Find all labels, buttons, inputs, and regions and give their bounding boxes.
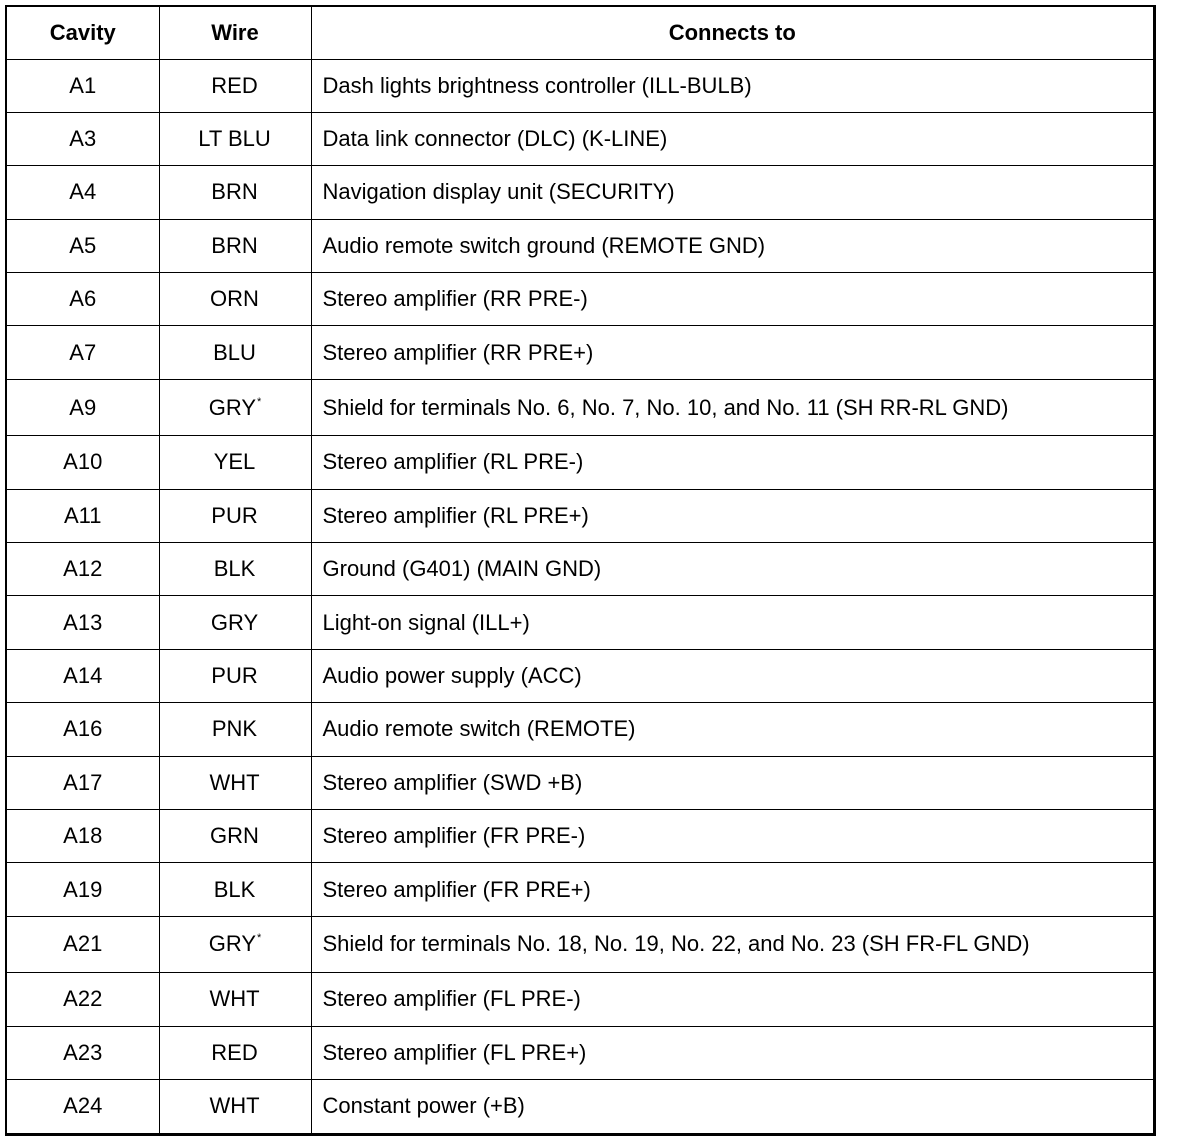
header-connects-to: Connects to (311, 7, 1153, 59)
table-row (7, 973, 1153, 1026)
wire-color: RED (211, 1039, 258, 1065)
connects-to-cell: Stereo amplifier (FL PRE+) (311, 1026, 1153, 1079)
table-row (7, 489, 1153, 542)
wire-cell (159, 1079, 311, 1133)
table-row (7, 916, 1153, 972)
table-row (7, 703, 1153, 756)
cavity-cell: A6 (7, 273, 159, 326)
table-row (7, 1026, 1153, 1079)
cavity-cell: A7 (7, 326, 159, 379)
wire-color: ORN (210, 286, 259, 312)
connects-to-cell: Stereo amplifier (FL PRE-) (311, 973, 1153, 1026)
header-cavity: Cavity (7, 7, 159, 59)
header-wire: Wire (159, 7, 311, 59)
table-row (7, 273, 1153, 326)
wire-cell (159, 543, 311, 596)
wire-color: BRN (211, 179, 258, 205)
connector-pinout-table-frame (5, 5, 1156, 1136)
table-row (7, 326, 1153, 379)
table-row (7, 59, 1153, 112)
wire-cell (159, 219, 311, 272)
table-row (7, 112, 1153, 165)
cavity-cell: A23 (7, 1026, 159, 1079)
table-row (7, 649, 1153, 702)
wire-cell (159, 112, 311, 165)
connects-to-cell: Constant power (+B) (311, 1079, 1153, 1133)
wire-color: PUR (211, 663, 258, 688)
connector-pinout-table (7, 7, 1153, 1133)
connects-to-cell: Audio remote switch (REMOTE) (311, 703, 1153, 756)
wire-color: PNK (211, 716, 258, 742)
wire-cell (159, 1026, 311, 1079)
wire-color: WHT (209, 986, 260, 1012)
wire-color: PUR (211, 502, 258, 528)
table-row (7, 543, 1153, 596)
cavity-cell: A1 (7, 59, 159, 112)
connects-to-cell: Shield for terminals No. 6, No. 7, No. 10, and No. 11 (SH RR-RL GND) (311, 379, 1153, 435)
table-row (7, 1079, 1153, 1133)
table-row (7, 809, 1153, 862)
connects-to-cell: Ground (G401) (MAIN GND) (311, 543, 1153, 596)
cavity-cell: A4 (7, 166, 159, 219)
connects-to-cell: Stereo amplifier (FR PRE+) (311, 863, 1153, 916)
cavity-cell: A3 (7, 112, 159, 165)
cavity-cell: A13 (7, 596, 159, 649)
cavity-cell: A12 (7, 543, 159, 596)
table-row (7, 596, 1153, 649)
cavity-cell: A5 (7, 219, 159, 272)
wire-cell (159, 863, 311, 916)
connects-to-cell: Stereo amplifier (RR PRE+) (311, 326, 1153, 379)
wire-color: RED (211, 72, 258, 98)
wire-color: GRY (210, 609, 259, 635)
wire-cell (159, 59, 311, 112)
cavity-cell: A24 (7, 1079, 159, 1133)
connects-to-cell: Data link connector (DLC) (K-LINE) (311, 112, 1153, 165)
connects-to-cell: Audio remote switch ground (REMOTE GND) (311, 219, 1153, 272)
wire-color: GRY (208, 394, 256, 420)
table-body (7, 59, 1153, 1133)
footnote-mark: * (257, 932, 262, 945)
wire-color: GRY (208, 931, 256, 957)
wire-cell (159, 756, 311, 809)
wire-cell (159, 973, 311, 1026)
wire-cell (159, 809, 311, 862)
wire-color: BLK (213, 876, 256, 902)
connects-to-cell: Stereo amplifier (RL PRE+) (311, 489, 1153, 542)
connects-to-cell: Shield for terminals No. 18, No. 19, No. 22, and No. 23 (SH FR-FL GND) (311, 916, 1153, 972)
wire-cell (159, 326, 311, 379)
wire-cell (159, 596, 311, 649)
wire-cell (159, 436, 311, 489)
connects-to-cell: Navigation display unit (SECURITY) (311, 166, 1153, 219)
connects-to-cell: Stereo amplifier (RL PRE-) (311, 436, 1153, 489)
cavity-cell: A19 (7, 863, 159, 916)
connects-to-cell: Light-on signal (ILL+) (311, 596, 1153, 649)
table-row (7, 379, 1153, 435)
wire-color: BLU (213, 339, 256, 365)
cavity-cell: A11 (7, 489, 159, 542)
connects-to-cell: Audio power supply (ACC) (311, 649, 1153, 702)
connects-to-cell: Stereo amplifier (RR PRE-) (311, 273, 1153, 326)
wire-color: WHT (209, 1093, 260, 1119)
cavity-cell: A16 (7, 703, 159, 756)
table-row (7, 166, 1153, 219)
wire-cell (159, 273, 311, 326)
table-row (7, 436, 1153, 489)
wire-cell (159, 703, 311, 756)
table-row (7, 863, 1153, 916)
wire-color: YEL (213, 449, 256, 475)
cavity-cell: A10 (7, 436, 159, 489)
cavity-cell: A17 (7, 756, 159, 809)
wire-color: GRN (210, 823, 259, 849)
wire-cell (159, 916, 311, 972)
cavity-cell: A9 (7, 379, 159, 435)
table-row (7, 756, 1153, 809)
cavity-cell: A22 (7, 973, 159, 1026)
connects-to-cell: Dash lights brightness controller (ILL-BULB) (311, 59, 1153, 112)
cavity-cell: A18 (7, 809, 159, 862)
wire-cell (159, 379, 311, 435)
wire-color: BLK (213, 556, 256, 582)
connects-to-cell: Stereo amplifier (FR PRE-) (311, 809, 1153, 862)
cavity-cell: A14 (7, 649, 159, 702)
wire-cell (159, 166, 311, 219)
wire-cell (159, 649, 311, 702)
wire-color: LT BLU (198, 126, 271, 152)
wire-cell (159, 489, 311, 542)
wire-color: BRN (211, 232, 258, 258)
wire-color: WHT (209, 769, 260, 795)
cavity-cell: A21 (7, 916, 159, 972)
footnote-mark: * (257, 395, 262, 408)
connects-to-cell: Stereo amplifier (SWD +B) (311, 756, 1153, 809)
table-row (7, 219, 1153, 272)
header-row (7, 7, 1153, 59)
